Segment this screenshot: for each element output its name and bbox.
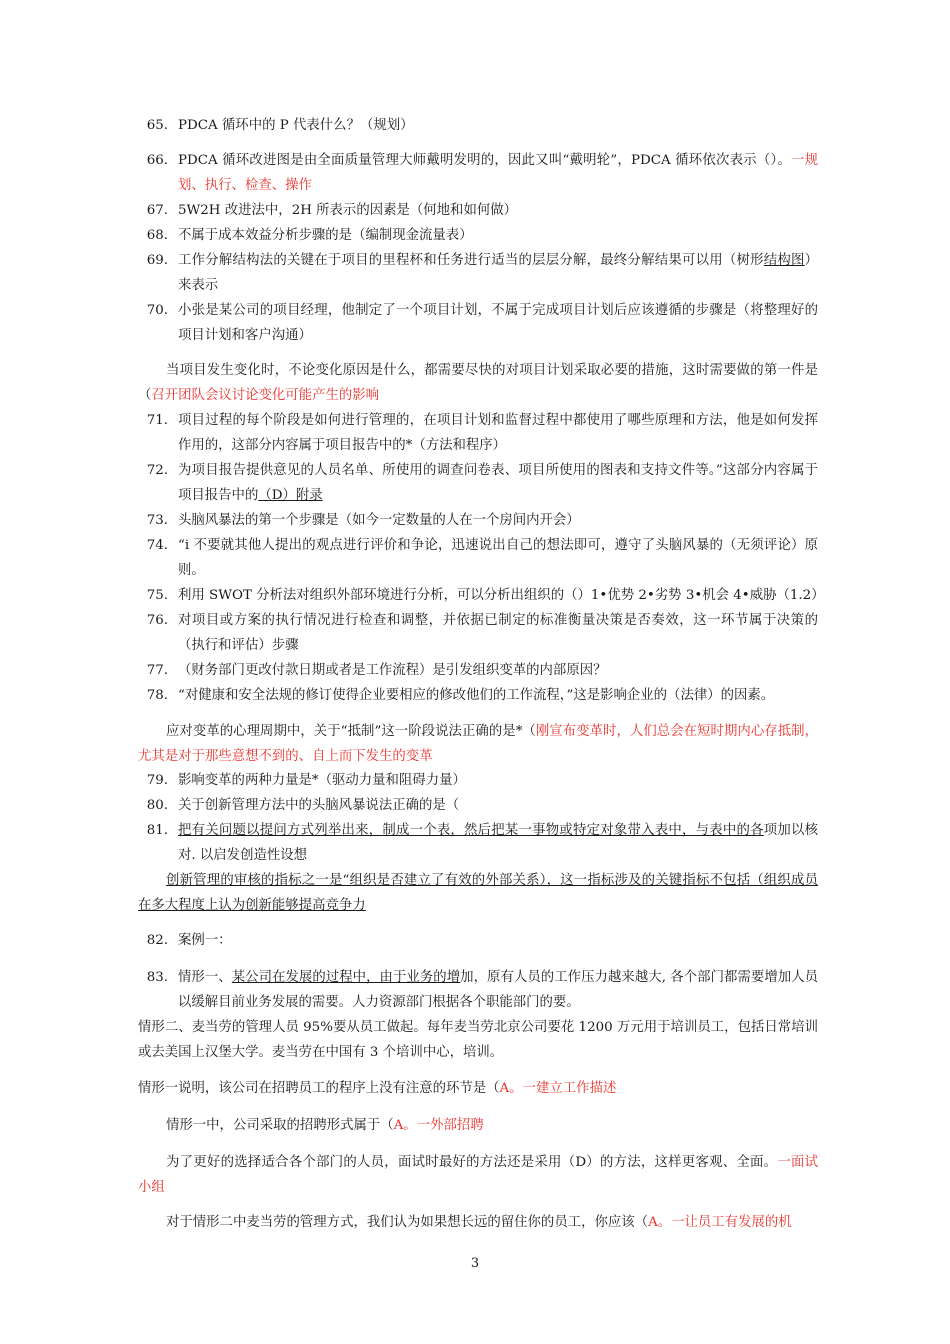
item-number: 70.: [146, 303, 168, 318]
item-text: “i 不要就其他人提出的观点进行评价和争论，迅速说出自己的想法即可，遵守了头脑风暴的（无须评论）原则。: [178, 538, 818, 578]
paragraph: [138, 1210, 818, 1235]
item-number: 77.: [146, 663, 168, 678]
paragraph-text: 应对变革的心理周期中，关于“抵制”这一阶段说法正确的是*（: [166, 724, 536, 739]
paragraph: [138, 1150, 818, 1200]
paragraph: [138, 719, 818, 769]
paragraph: [138, 358, 818, 408]
item-text-end: 项加以核对. 以启发创造性设想: [178, 823, 819, 863]
underlined-text: （D）附录: [258, 488, 323, 503]
item-text: 头脑风暴法的第一个步骤是（如今一定数量的人在一个房间内开会）: [178, 513, 580, 528]
paragraph-text: 情形二、麦当劳的管理人员 95%要从员工做起。每年麦当劳北京公司要花 1200 万元用于培训员工，包括日常培训或去美国上汉堡大学。麦当劳在中国有 3 个培训中心，培训。: [138, 1020, 818, 1060]
item-text: 对项目或方案的执行情况进行检查和调整，并依据已制定的标准衡量决策是否奏效，这一环节属于决策的（执行和评估）步骤: [178, 613, 818, 653]
item-number: 83.: [146, 970, 168, 985]
item-number: 75.: [146, 588, 168, 603]
paragraph-text: 当项目发生变化时，不论变化原因是什么，都需要尽快的对项目计划采取必要的措施，这时需要做的第一件是（: [138, 363, 818, 403]
item-number: 81.: [146, 823, 168, 838]
item-text: 影响变革的两种力量是*（驱动力量和阻碍力量）: [178, 773, 466, 788]
paragraph-text: 对于情形二中麦当劳的管理方式，我们认为如果想长远的留住你的员工，你应该（: [166, 1215, 649, 1230]
underlined-text: 结构图: [763, 253, 805, 268]
paragraph-text: 为了更好的选择适合各个部门的人员，面试时最好的方法还是采用（D）的方法，这样更客观、全面。: [166, 1155, 778, 1170]
paragraph-text: 创新管理的审核的指标之一是“组织是否建立了有效的外部关系），这一指标涉及的关键指标不包括（组织成员在多大程度上认为创新能够提高竞争力: [138, 873, 818, 913]
item-text: 工作分解结构法的关键在于项目的里程杯和任务进行适当的层层分解，最终分解结果可以用（树形: [178, 253, 764, 268]
underlined-text: 某公司在发展的过程中，由于业务的增: [231, 970, 461, 985]
item-number: 80.: [146, 798, 168, 813]
item-number: 69.: [146, 253, 168, 268]
item-text: 案例一：: [178, 933, 232, 948]
item-text: PDCA 循环改进图是由全面质量管理大师戴明发明的，因此又叫“戴明轮”，PDCA 循环依次表示（）。: [178, 153, 791, 168]
paragraph: [138, 868, 818, 918]
underlined-text: 把有关问题以提问方式列举出来，制成一个表，然后把某一事物或特定对象带入表中，与表中的各: [178, 823, 764, 838]
item-text: 5W2H 改进法中，2H 所表示的因素是（何地和如何做）: [178, 203, 518, 218]
answer-text: A。一让员工有发展的机: [648, 1215, 792, 1230]
answer-text: 一规划、执行、检查、操作: [178, 153, 819, 193]
item-number: 79.: [146, 773, 168, 788]
paragraph: [138, 1015, 818, 1065]
paragraph-text: 情形一中，公司采取的招聘形式属于（: [166, 1118, 394, 1133]
answer-text: 刚宣布变革时，人们总会在短时期内心存抵制，尤其是对于那些意想不到的、自上而下发生的变革: [138, 724, 818, 764]
paragraph: [138, 1113, 818, 1138]
item-text: PDCA 循环中的 P 代表什么？（规划）: [178, 118, 414, 133]
item-number: 66.: [146, 153, 168, 168]
item-number: 78.: [146, 688, 168, 703]
item-number: 76.: [146, 613, 168, 628]
item-number: 74.: [146, 538, 168, 553]
item-number: 72.: [146, 463, 168, 478]
item-number: 68.: [146, 228, 168, 243]
item-number: 73.: [146, 513, 168, 528]
item-text: 情形一、: [178, 970, 232, 985]
item-number: 82.: [146, 933, 168, 948]
answer-text: 召开团队会议讨论变化可能产生的影响: [151, 388, 380, 403]
item-text: 小张是某公司的项目经理，他制定了一个项目计划，不属于完成项目计划后应该遵循的步骤是（将整理好的项目计划和客户沟通）: [178, 303, 818, 343]
item-text-end: 加，原有人员的工作压力越来越大, 各个部门都需要增加人员以缓解目前业务发展的需要。人力资源部门根据各个职能部门的要。: [178, 970, 819, 1010]
item-text: 关于创新管理方法中的头脑风暴说法正确的是（: [178, 798, 460, 813]
answer-text: A。一建立工作描述: [499, 1081, 617, 1096]
item-number: 67.: [146, 203, 168, 218]
answer-text: 一面试小组: [138, 1155, 819, 1195]
item-text-end: ）来表示: [178, 253, 819, 293]
item-text: 利用 SWOT 分析法对组织外部环境进行分析，可以分析出组织的（）1•优势 2•劣势 3•机会 4•威胁（1.2）: [178, 588, 825, 603]
item-text: 项目过程的每个阶段是如何进行管理的，在项目计划和监督过程中都使用了哪些原理和方法，他是如何发挥作用的，这部分内容属于项目报告中的*（方法和程序）: [178, 413, 818, 453]
page-number: 3: [470, 1256, 480, 1271]
item-number: 65.: [146, 118, 168, 133]
item-text: （财务部门更改付款日期或者是工作流程）是引发组织变革的内部原因？: [178, 663, 607, 678]
item-number: 71.: [146, 413, 168, 428]
paragraph-text: 情形一说明，该公司在招聘员工的程序上没有注意的环节是（: [138, 1081, 500, 1096]
answer-text: A。一外部招聘: [393, 1118, 484, 1133]
item-text: 为项目报告提供意见的人员名单、所使用的调查问卷表、项目所使用的图表和支持文件等。”这部分内容属于项目报告中的: [178, 463, 818, 503]
item-text: 不属于成本效益分析步骤的是（编制现金流量表）: [178, 228, 473, 243]
item-text: “对健康和安全法规的修订使得企业要相应的修改他们的工作流程，”这是影响企业的（法律）的因素。: [178, 688, 775, 703]
paragraph: [138, 1076, 818, 1101]
